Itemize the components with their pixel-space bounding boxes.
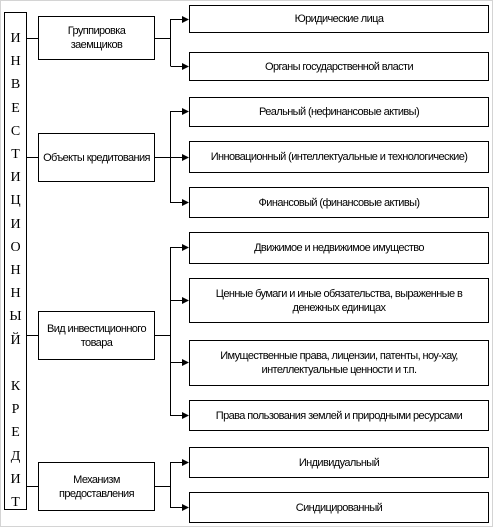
item-label: Права пользования землей и природными ресурсами bbox=[215, 409, 463, 422]
item-label: Имущественные права, лицензии, патенты, ноу-хау, интеллектуальные ценности и т.п. bbox=[220, 350, 458, 376]
vertical-title-letter: В bbox=[10, 77, 21, 93]
vertical-title-letter: Е bbox=[11, 425, 20, 441]
category-label-objects: Объекты кредитования bbox=[43, 151, 150, 164]
vertical-title-letter: Н bbox=[10, 263, 21, 278]
vertical-title-letter: Е bbox=[11, 100, 20, 116]
item-label: Движимое и недвижимое имущество bbox=[254, 242, 424, 254]
vertical-title-letter: Ы bbox=[9, 309, 22, 325]
category-label-borrowers: Группировка заемщиков bbox=[67, 25, 126, 51]
vertical-title-letter: Н bbox=[10, 54, 21, 70]
vertical-title-letter: К bbox=[10, 379, 21, 394]
item-label: Финансовый (финансовые активы) bbox=[258, 196, 420, 209]
vertical-title-letter: И bbox=[10, 216, 21, 232]
item-label: Реальный (нефинансовые активы) bbox=[258, 106, 420, 118]
vertical-title-letter: И bbox=[10, 471, 21, 487]
item-label: Синдицированный bbox=[295, 501, 383, 514]
vertical-title-letter: И bbox=[10, 170, 21, 186]
vertical-title-letter: Й bbox=[10, 332, 21, 348]
category-label-mechanism: Механизм предоставления bbox=[59, 473, 134, 500]
vertical-title-letter: Т bbox=[11, 147, 20, 162]
vertical-title-letter: О bbox=[10, 239, 21, 255]
vertical-title-letter: С bbox=[10, 123, 21, 139]
item-label: Органы государственной власти bbox=[264, 60, 414, 73]
vertical-title-letter: Ц bbox=[10, 193, 21, 209]
item-label: Юридические лица bbox=[294, 13, 384, 25]
vertical-title-letter: Д bbox=[10, 448, 21, 464]
item-label: Инновационный (интеллектуальные и технологические) bbox=[210, 151, 468, 163]
vertical-title-letter: Т bbox=[11, 495, 20, 510]
category-label-goods: Вид инвестиционного товара bbox=[46, 322, 146, 349]
item-label: Ценные бумаги и иные обязательства, выраженные в денежных единицах bbox=[215, 287, 463, 314]
vertical-title-letter: И bbox=[10, 31, 21, 46]
vertical-title-letter: Р bbox=[11, 402, 20, 418]
vertical-title-letter: Н bbox=[10, 286, 21, 302]
item-label: Индивидуальный bbox=[298, 456, 380, 469]
